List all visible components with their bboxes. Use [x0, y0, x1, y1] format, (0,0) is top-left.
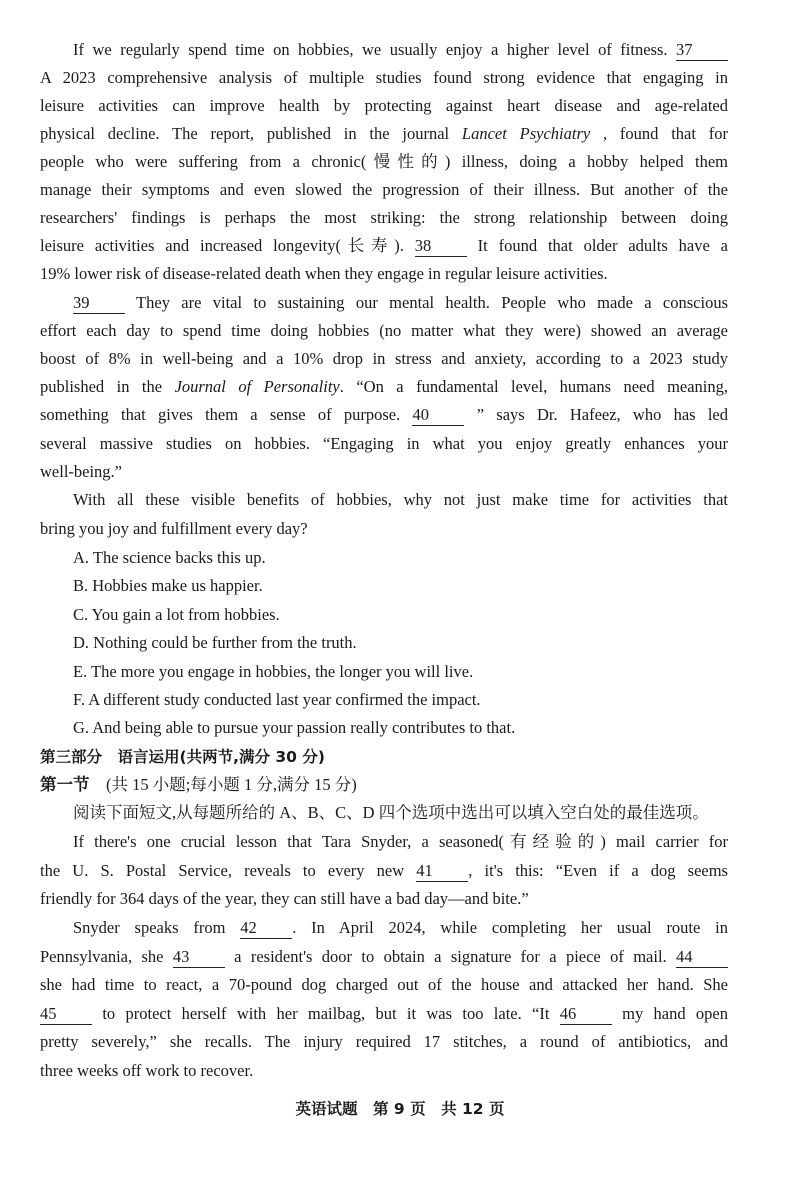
text-segment: Pennsylvania, she	[40, 947, 173, 966]
text-line	[40, 799, 728, 827]
section-label: 第一节	[40, 775, 90, 794]
text-line	[40, 544, 728, 572]
text-segment: well-being.”	[40, 462, 123, 481]
text-segment: They are vital to sustaining our mental health. People who made a conscious	[125, 293, 728, 312]
text-segment: 阅读下面短文,从每题所给的 A、B、C、D 四个选项中选出可以填入空白处的最佳选项。	[73, 803, 709, 822]
text-segment: F. A different study conducted last year confirmed the impact.	[73, 690, 481, 709]
text-segment: . In April 2024, while completing her usual route in	[292, 918, 728, 937]
answer-blank: 46	[560, 1004, 612, 1025]
answer-blank: 45	[40, 1004, 92, 1025]
text-segment: leisure activities can improve health by protecting against heart disease and age-related	[40, 96, 728, 115]
text-line	[40, 92, 728, 120]
text-segment: If we regularly spend time on hobbies, we usually enjoy a higher level of fitness.	[73, 40, 676, 59]
text-line	[40, 572, 728, 600]
answer-blank: 42	[240, 918, 292, 939]
text-segment: . “On a fundamental level, humans need meaning,	[339, 377, 729, 396]
text-segment: 第三部分 语言运用(共两节,满分 30 分)	[40, 748, 325, 766]
text-segment: D. Nothing could be further from the truth.	[73, 633, 357, 652]
italic-title: Lancet Psychiatry	[461, 124, 591, 143]
text-line	[40, 1028, 728, 1056]
text-segment: manage their symptoms and even slowed the progression of their illness. But another of the	[40, 180, 728, 199]
text-line	[40, 771, 728, 799]
section-heading	[40, 743, 728, 771]
text-line	[40, 260, 728, 288]
text-segment: my hand open	[611, 1004, 728, 1023]
text-segment: people who were suffering from a chronic(慢性的) illness, doing a hobby helped them	[40, 152, 728, 171]
text-line	[40, 828, 728, 856]
answer-blank: 39	[73, 293, 125, 314]
text-segment: a resident's door to obtain a signature for a piece of mail.	[224, 947, 676, 966]
text-segment: three weeks off work to recover.	[40, 1061, 254, 1080]
text-line	[40, 120, 728, 148]
answer-blank: 37	[676, 40, 728, 61]
text-segment: A 2023 comprehensive analysis of multiple studies found strong evidence that engaging in	[40, 68, 728, 87]
text-line	[40, 971, 728, 999]
text-segment: leisure activities and increased longevity(长寿).	[40, 236, 415, 255]
text-segment: boost of 8% in well-being and a 10% drop in stress and anxiety, according to a 2023 study	[40, 349, 728, 368]
text-segment: ” says Dr. Hafeez, who has led	[464, 405, 728, 424]
text-segment: A. The science backs this up.	[73, 548, 266, 567]
text-segment: the U. S. Postal Service, reveals to every new	[40, 861, 417, 880]
text-line	[40, 289, 728, 317]
text-segment: physical decline. The report, published in the journal	[40, 124, 462, 143]
text-line	[40, 515, 728, 543]
text-segment: , it's this: “Even if a dog seems	[468, 861, 728, 880]
text-segment: something that gives them a sense of purpose.	[40, 405, 413, 424]
text-line	[40, 176, 728, 204]
text-segment: It found that older adults have a	[466, 236, 728, 255]
text-segment: C. You gain a lot from hobbies.	[73, 605, 280, 624]
text-line	[40, 36, 728, 64]
answer-blank: 41	[416, 861, 468, 882]
text-line	[40, 1057, 728, 1085]
text-segment: E. The more you engage in hobbies, the longer you will live.	[73, 662, 474, 681]
text-segment: B. Hobbies make us happier.	[73, 576, 263, 595]
text-line	[40, 458, 728, 486]
text-segment: (共 15 小题;每小题 1 分,满分 15 分)	[89, 775, 357, 794]
text-segment: researchers' findings is perhaps the most striking: the strong relationship between doing	[40, 208, 728, 227]
text-segment: With all these visible benefits of hobbies, why not just make time for activities that	[73, 490, 728, 509]
answer-blank: 38	[415, 236, 467, 257]
text-line	[40, 430, 728, 458]
text-segment: effort each day to spend time doing hobbies (no matter what they were) showed an average	[40, 321, 728, 340]
text-segment: G. And being able to pursue your passion really contributes to that.	[73, 718, 516, 737]
text-line	[40, 401, 728, 429]
text-segment: bring you joy and fulfillment every day?	[40, 519, 308, 538]
text-segment: friendly for 364 days of the year, they can still have a bad day—and bite.”	[40, 889, 529, 908]
text-line	[40, 486, 728, 514]
italic-title: Journal of Personality	[174, 377, 340, 396]
text-line	[40, 317, 728, 345]
text-segment: Snyder speaks from	[73, 918, 241, 937]
text-line	[40, 686, 728, 714]
answer-blank: 40	[412, 405, 464, 426]
text-line	[40, 148, 728, 176]
text-segment: pretty severely,” she recalls. The injury required 17 stitches, a round of antibiotics, and	[40, 1032, 728, 1051]
text-segment: to protect herself with her mailbag, but it was too late. “It	[92, 1004, 560, 1023]
text-line	[40, 232, 728, 260]
answer-blank: 44	[676, 947, 728, 968]
page-footer: 英语试题 第 9 页 共 12 页	[295, 1100, 505, 1118]
answer-blank: 43	[173, 947, 225, 968]
text-line	[40, 373, 728, 401]
text-segment: If there's one crucial lesson that Tara Snyder, a seasoned(有经验的) mail carrier for	[73, 832, 728, 851]
text-line	[40, 64, 728, 92]
text-line	[40, 345, 728, 373]
text-segment: 19% lower risk of disease-related death when they engage in regular leisure activities.	[40, 264, 608, 283]
text-line	[40, 1000, 728, 1028]
text-segment: several massive studies on hobbies. “Engaging in what you enjoy greatly enhances your	[40, 434, 728, 453]
text-segment: , found that for	[590, 124, 729, 143]
text-segment: she had time to react, a 70-pound dog charged out of the house and attacked her hand. She	[40, 975, 728, 994]
text-line	[40, 914, 728, 942]
text-line	[40, 885, 728, 913]
text-line	[40, 629, 728, 657]
text-line	[40, 601, 728, 629]
text-segment: published in the	[40, 377, 175, 396]
text-line	[40, 857, 728, 885]
text-line	[40, 204, 728, 232]
text-line	[40, 658, 728, 686]
text-line	[40, 943, 728, 971]
text-line	[40, 714, 728, 742]
